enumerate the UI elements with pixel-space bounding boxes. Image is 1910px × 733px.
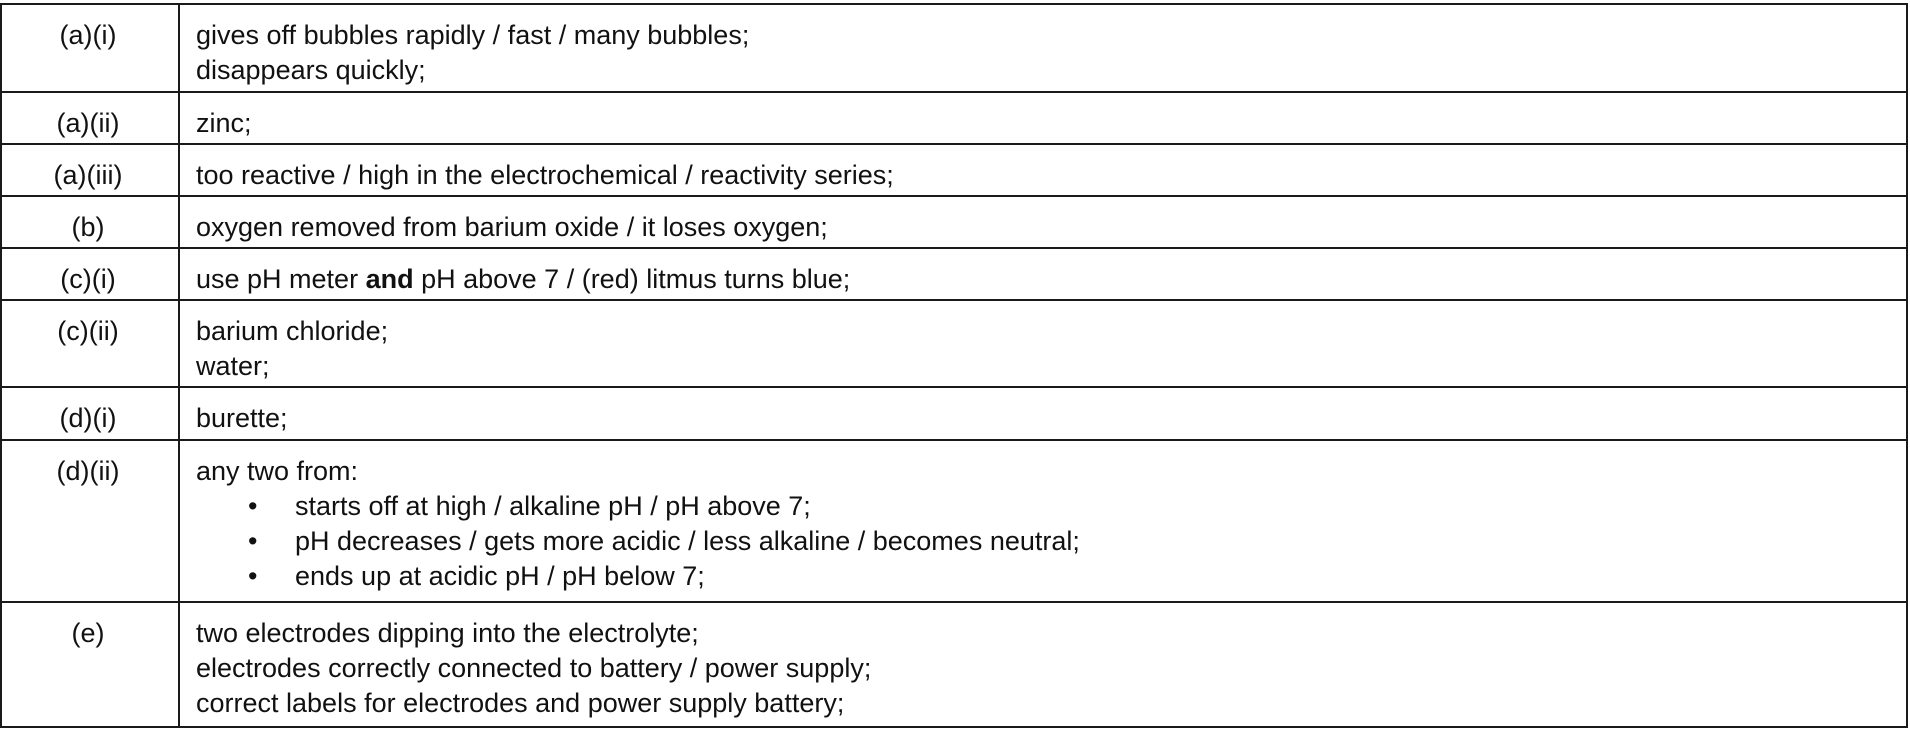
table-row: [1, 248, 1907, 300]
answer-cell: [179, 387, 1907, 440]
table-row: [1, 144, 1907, 196]
table-row: [1, 4, 1907, 92]
question-number: (d)(i): [1, 387, 179, 440]
answer-cell: [179, 92, 1907, 144]
question-number: (c)(i): [1, 248, 179, 300]
bullet-text: ends up at acidic pH / pH below 7;: [295, 561, 705, 591]
question-number: (a)(iii): [1, 144, 179, 196]
answer-line: zinc;: [196, 108, 252, 138]
question-number: (e): [1, 602, 179, 727]
question-number: (a)(i): [1, 4, 179, 92]
question-number: (a)(ii): [1, 92, 179, 144]
answer-line: water;: [196, 351, 270, 381]
answer-cell: [179, 144, 1907, 196]
answer-cell: [179, 4, 1907, 92]
table-row: [1, 440, 1907, 602]
bullet-list: [196, 489, 1906, 594]
table-row: [1, 602, 1907, 727]
answer-line: [196, 262, 1906, 297]
list-item: [248, 559, 1906, 594]
bullet-icon: •: [248, 561, 258, 591]
question-number: (b): [1, 196, 179, 248]
bullet-icon: •: [248, 526, 258, 556]
answer-cell: [179, 300, 1907, 387]
answer-text: pH above 7 / (red) litmus turns blue;: [413, 264, 851, 294]
answer-intro: any two from:: [196, 456, 359, 486]
table-row: [1, 196, 1907, 248]
bullet-icon: •: [248, 491, 258, 521]
list-item: [248, 489, 1906, 524]
answer-line: oxygen removed from barium oxide / it loses oxygen;: [196, 212, 828, 242]
answer-line: electrodes correctly connected to battery / power supply;: [196, 653, 872, 683]
answer-cell: [179, 602, 1907, 727]
answer-line: too reactive / high in the electrochemical / reactivity series;: [196, 160, 894, 190]
answer-line: barium chloride;: [196, 316, 389, 346]
question-number: (d)(ii): [1, 440, 179, 602]
table-row: [1, 92, 1907, 144]
list-item: [248, 524, 1906, 559]
table-row: [1, 387, 1907, 440]
answer-line: two electrodes dipping into the electrolyte;: [196, 618, 699, 648]
answer-line: correct labels for electrodes and power supply battery;: [196, 688, 845, 718]
answer-cell: [179, 196, 1907, 248]
answer-cell: [179, 248, 1907, 300]
question-number: (c)(ii): [1, 300, 179, 387]
answer-cell: [179, 440, 1907, 602]
answer-line: disappears quickly;: [196, 55, 426, 85]
table-row: [1, 300, 1907, 387]
mark-scheme-table: [0, 3, 1908, 728]
answer-line: gives off bubbles rapidly / fast / many bubbles;: [196, 20, 750, 50]
bullet-text: pH decreases / gets more acidic / less alkaline / becomes neutral;: [295, 526, 1080, 556]
bullet-text: starts off at high / alkaline pH / pH above 7;: [295, 491, 811, 521]
answer-text: use pH meter: [196, 264, 366, 294]
answer-line: burette;: [196, 403, 288, 433]
answer-emphasis: and: [365, 264, 414, 294]
